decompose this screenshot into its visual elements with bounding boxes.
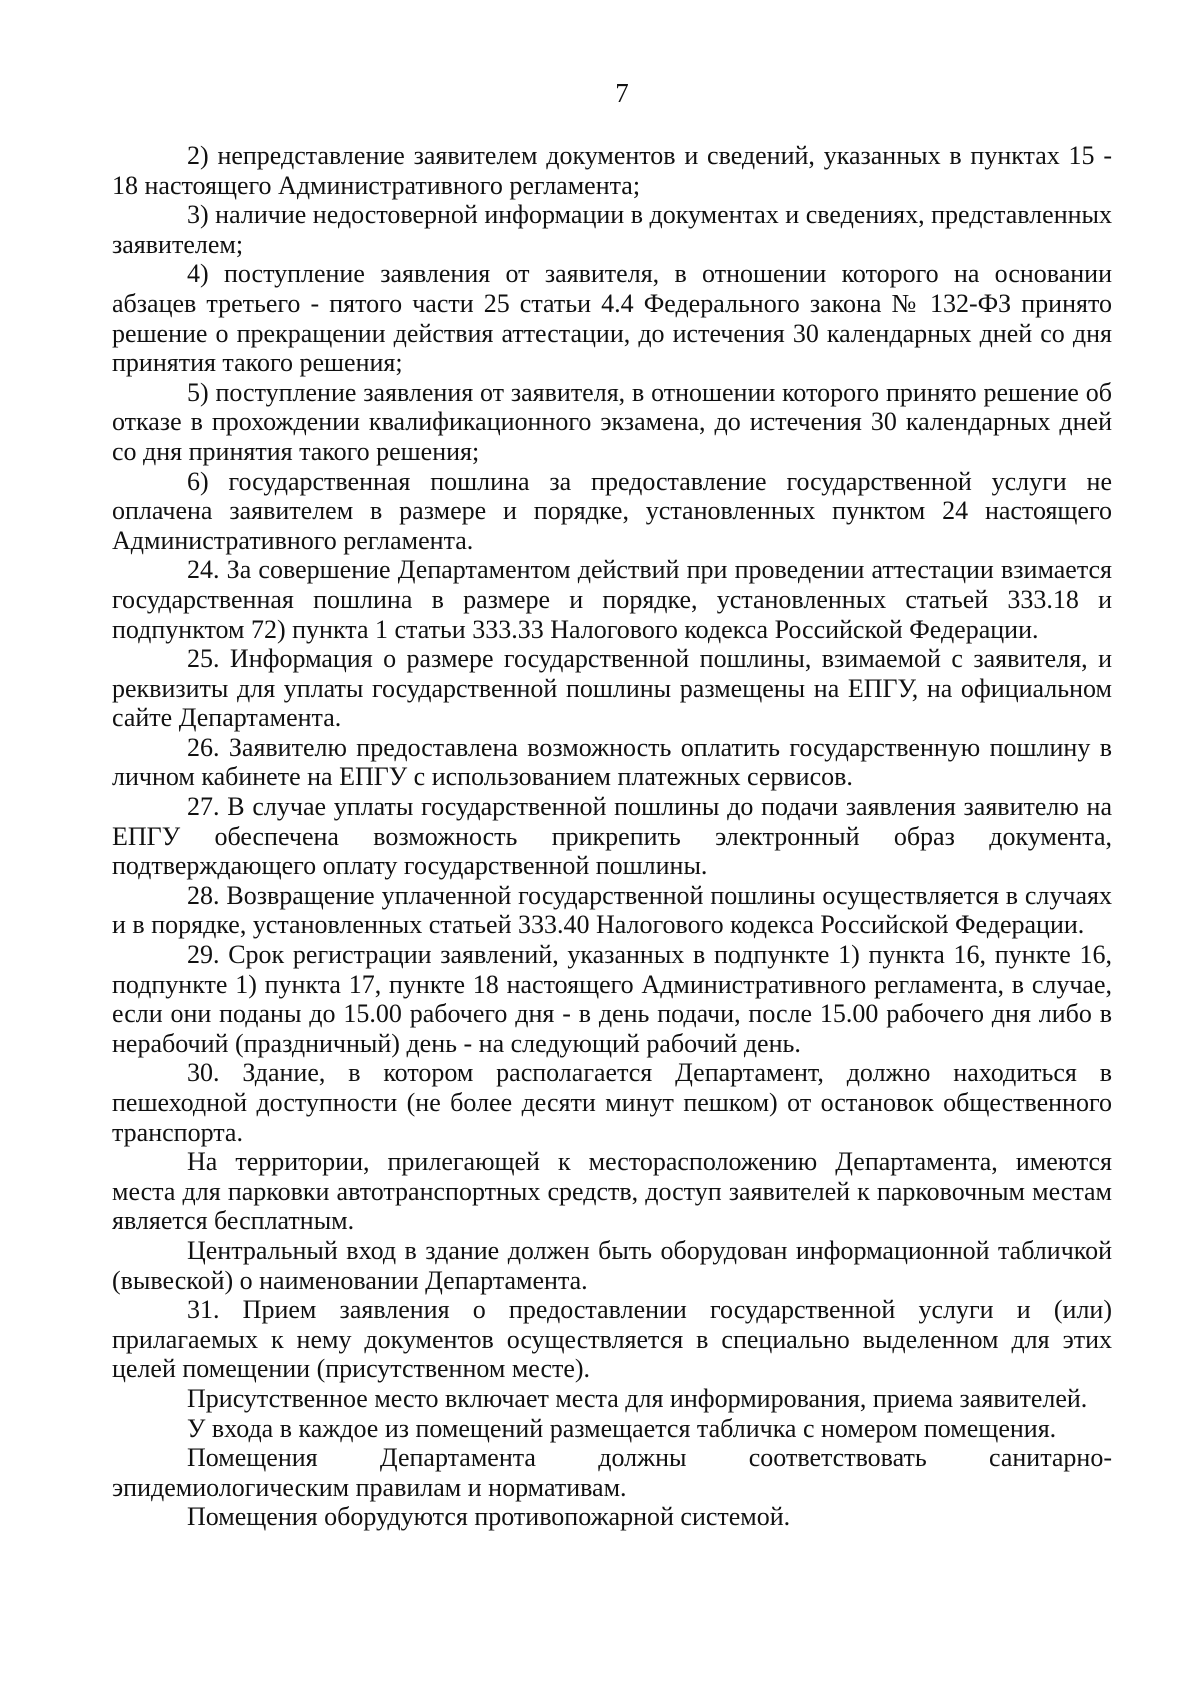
page-number: 7 [615,78,629,108]
paragraph-clause-27: 27. В случае уплаты государственной пошлины до подачи заявления заявителю на ЕПГУ обеспечена возможность прикрепить электронный образ документа, подтверждающего оплату государственной пошлины. [112,792,1112,881]
paragraph-clause-28: 28. Возвращение уплаченной государственной пошлины осуществляется в случаях и в порядке, установленных статьей 333.40 Налогового кодекса Российской Федерации. [112,880,1112,940]
paragraph-item-2: 2) непредставление заявителем документов и сведений, указанных в пунктах 15 - 18 настоящего Административного регламента; [112,141,1112,200]
paragraph-clause-24: 24. За совершение Департаментом действий при проведении аттестации взимается государственная пошлина в размере и порядке, установленных статьей 333.18 и подпунктом 72) пункта 1 статьи 333.33 Налогового кодекса Российской Федерации. [112,555,1112,644]
paragraph-fire-system: Помещения оборудуются противопожарной системой. [187,1502,791,1532]
paragraph-parking: На территории, прилегающей к месторасположению Департамента, имеются места для парковки автотранспортных средств, доступ заявителей к парковочным местам является бесплатным. [112,1147,1112,1236]
paragraph-entrance: Центральный вход в здание должен быть оборудован информационной табличкой (вывеской) о наименовании Департамента. [112,1235,1112,1295]
paragraph-item-6: 6) государственная пошлина за предоставление государственной услуги не оплачена заявителем в размере и порядке, установленных пунктом 24 настоящего Административного регламента. [112,466,1112,555]
document-body [112,141,1112,1532]
paragraph-clause-31: 31. Прием заявления о предоставлении государственной услуги и (или) прилагаемых к нему документов осуществляется в специально выделенном для этих целей помещении (присутственном месте). [112,1295,1112,1384]
paragraph-clause-29: 29. Срок регистрации заявлений, указанных в подпункте 1) пункта 16, пункте 16, подпункте 1) пункта 17, пункте 18 настоящего Административного регламента, в случае, если они поданы до 15.00 рабочего дня - в день подачи, после 15.00 рабочего дня либо в нерабочий (праздничный) день - на следующий рабочий день. [112,940,1112,1058]
paragraph-item-5: 5) поступление заявления от заявителя, в отношении которого принято решение об отказе в прохождении квалификационного экзамена, до истечения 30 календарных дней со дня принятия такого решения; [112,377,1112,466]
paragraph-reception-place: Присутственное место включает места для информирования, приема заявителей. [187,1383,1088,1413]
paragraph-clause-25: 25. Информация о размере государственной пошлины, взимаемой с заявителя, и реквизиты для уплаты государственной пошлины размещены на ЕПГУ, на официальном сайте Департамента. [112,644,1112,733]
paragraph-item-4: 4) поступление заявления от заявителя, в отношении которого на основании абзацев третьего - пятого части 25 статьи 4.4 Федерального закона № 132-ФЗ принято решение о прекращении действия аттестации, до истечения 30 календарных дней со дня принятия такого решения; [112,259,1112,378]
paragraph-item-3: 3) наличие недостоверной информации в документах и сведениях, представленных заявителем; [112,200,1112,259]
paragraph-room-sign: У входа в каждое из помещений размещается табличка с номером помещения. [187,1413,1057,1443]
paragraph-sanitary: Помещения Департамента должны соответствовать санитарно-эпидемиологическим правилам и нормативам. [112,1443,1112,1502]
paragraph-clause-30: 30. Здание, в котором располагается Департамент, должно находиться в пешеходной доступности (не более десяти минут пешком) от остановок общественного транспорта. [112,1058,1112,1147]
paragraph-clause-26: 26. Заявителю предоставлена возможность оплатить государственную пошлину в личном кабинете на ЕПГУ с использованием платежных сервисов. [112,732,1112,792]
